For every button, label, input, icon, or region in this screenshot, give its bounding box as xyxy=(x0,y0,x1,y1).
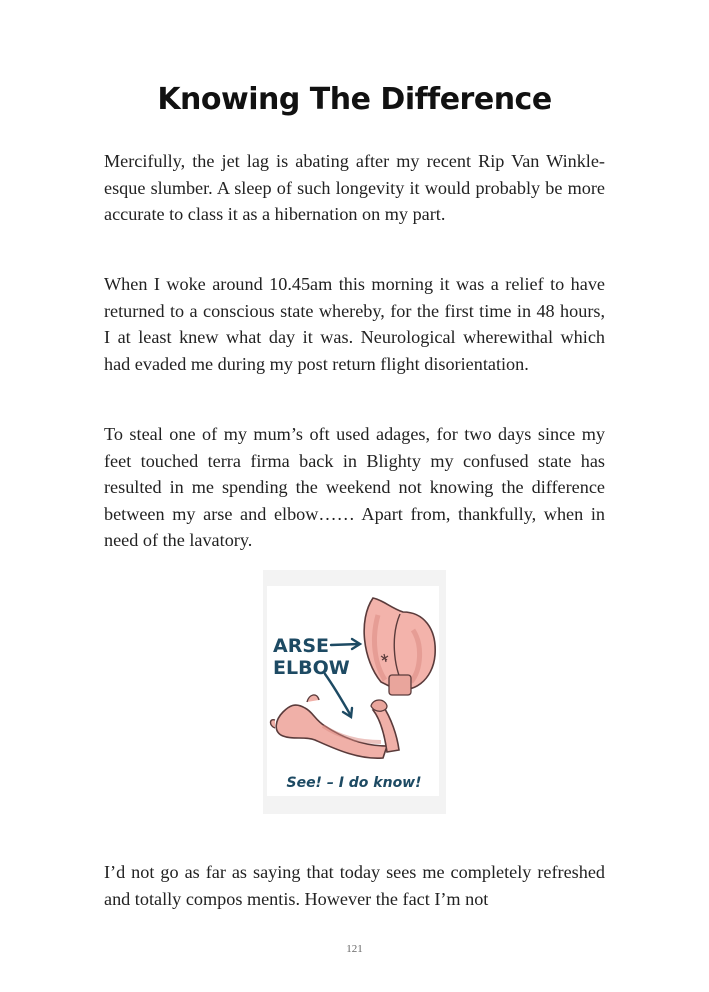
cartoon-illustration xyxy=(263,570,446,814)
page-title: Knowing The Difference xyxy=(157,82,552,117)
page-number: 121 xyxy=(346,943,363,955)
paragraph-4: I’d not go as far as saying that today sees me completely refreshed and totally compos mentis. However the fact I’m not xyxy=(104,862,605,909)
paragraph-2: When I woke around 10.45am this morning it was a relief to have returned to a conscious state whereby, for the first time in 48 hours, I at least knew what day it was. Neurological wherewithal which had evaded me during my post return flight disorientation. xyxy=(104,274,605,374)
label-elbow: ELBOW xyxy=(273,657,350,679)
paragraph-3: To steal one of my mum’s oft used adages, for two days since my feet touched terra firma back in Blighty my confused state has resulted in me spending the weekend not knowing the difference between my arse and elbow…… Apart from, thankfully, when in need of the lavatory. xyxy=(104,424,605,551)
cartoon-caption: See! – I do know! xyxy=(286,775,422,791)
label-arse: ARSE xyxy=(273,635,329,657)
paragraph-1: Mercifully, the jet lag is abating after my recent Rip Van Winkle-esque slumber. A sleep of such longevity it would probably be more accurate to class it as a hibernation on my part. xyxy=(104,151,605,225)
